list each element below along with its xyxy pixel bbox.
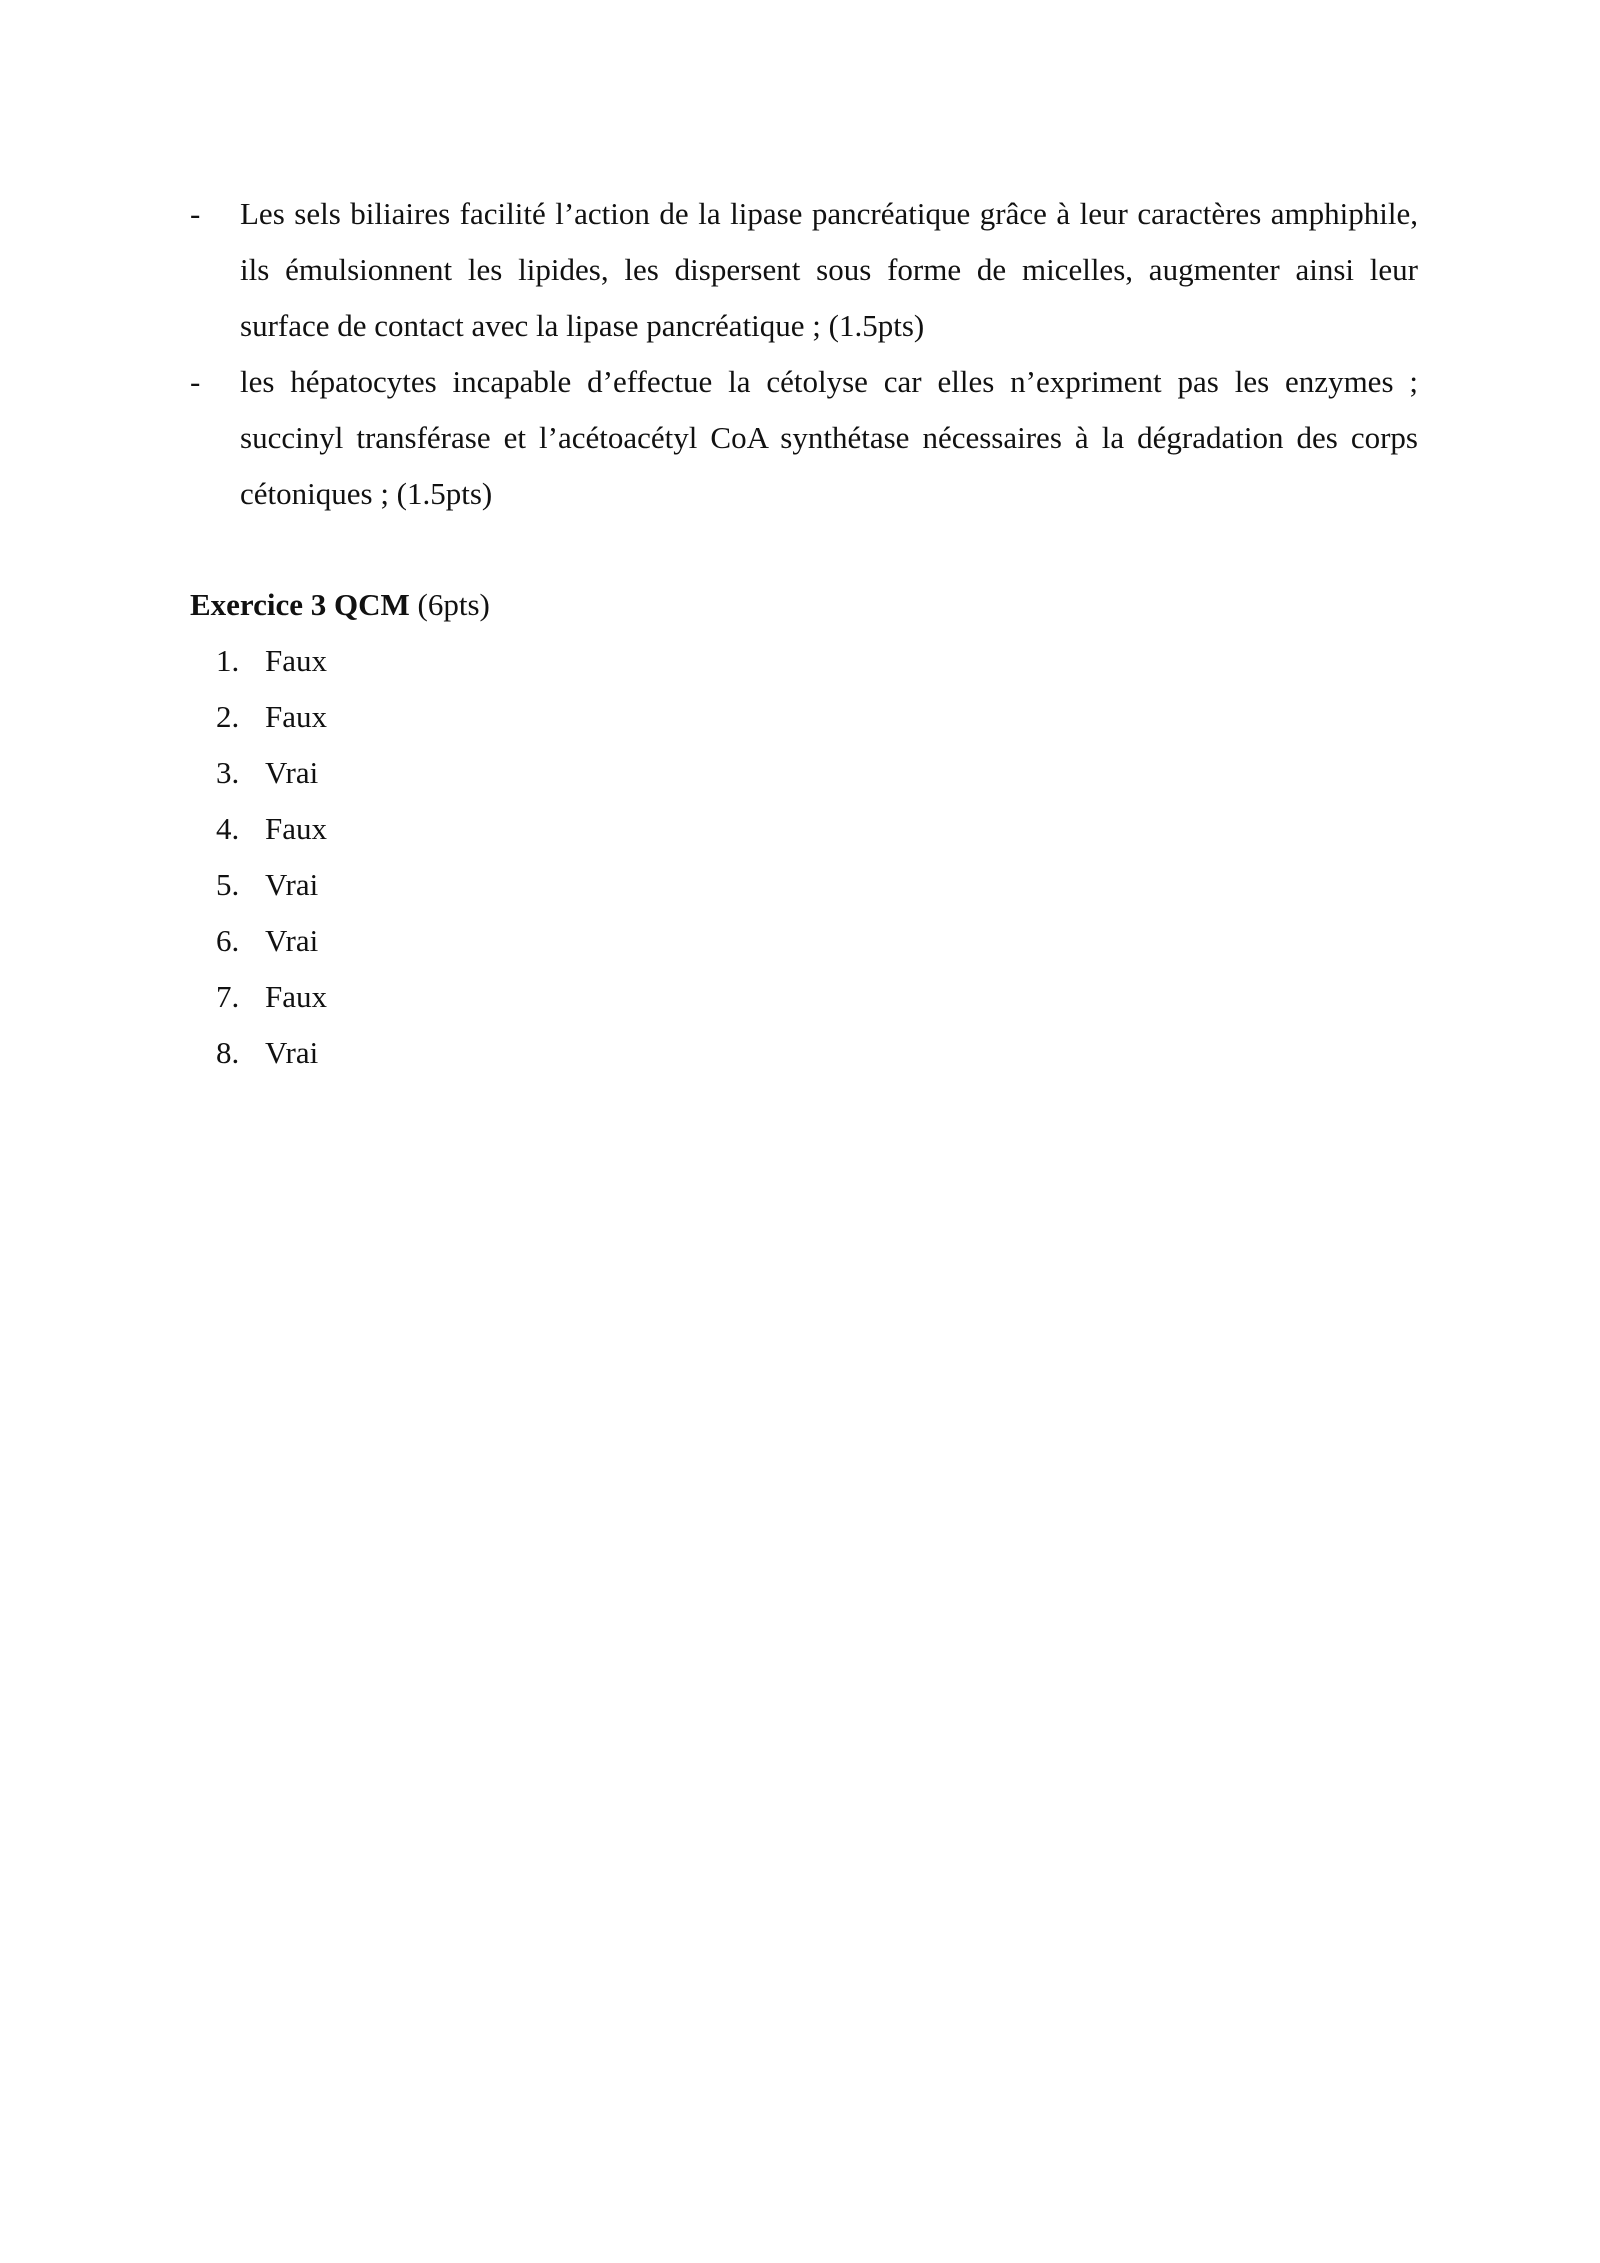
qcm-number: 1.	[216, 643, 240, 678]
qcm-item	[190, 745, 1418, 801]
qcm-answer: Vrai	[265, 1035, 319, 1070]
exercise-title: Exercice 3 QCM	[190, 587, 410, 622]
qcm-item	[190, 913, 1418, 969]
qcm-answer: Vrai	[265, 755, 319, 790]
bullet-dash: -	[190, 364, 201, 399]
qcm-item	[190, 801, 1418, 857]
qcm-answer: Faux	[265, 979, 327, 1014]
qcm-item	[190, 1025, 1418, 1081]
bullet-dash: -	[190, 196, 201, 231]
qcm-number: 8.	[216, 1035, 240, 1070]
qcm-number: 3.	[216, 755, 240, 790]
page-content	[190, 186, 1418, 1081]
qcm-answer: Vrai	[265, 923, 319, 958]
exercise-heading	[190, 577, 1418, 633]
qcm-number: 4.	[216, 811, 240, 846]
qcm-number: 7.	[216, 979, 240, 1014]
qcm-answer: Faux	[265, 699, 327, 734]
qcm-number: 6.	[216, 923, 240, 958]
answer-bullet-list	[190, 186, 1418, 522]
bullet-item-hepatocytes	[190, 354, 1418, 522]
qcm-item	[190, 689, 1418, 745]
qcm-item	[190, 633, 1418, 689]
qcm-answer: Faux	[265, 643, 327, 678]
bullet-text: les hépatocytes incapable d’effectue la cétolyse car elles n’expriment pas les enzymes ; succinyl transférase et l’acétoacétyl CoA synthétase nécessaires à la dégradation des corps cétoniques ; (1.5pts)	[240, 364, 1418, 511]
qcm-item	[190, 969, 1418, 1025]
qcm-answer: Faux	[265, 811, 327, 846]
qcm-answer-list	[190, 633, 1418, 1081]
qcm-item	[190, 857, 1418, 913]
bullet-text: Les sels biliaires facilité l’action de la lipase pancréatique grâce à leur caractères amphiphile, ils émulsionnent les lipides, les dispersent sous forme de micelles, augmenter ainsi leur surface de contact avec la lipase pancréatique ; (1.5pts)	[240, 196, 1418, 343]
bullet-item-bile-salts	[190, 186, 1418, 354]
qcm-answer: Vrai	[265, 867, 319, 902]
exercise-points: (6pts)	[409, 587, 490, 622]
qcm-number: 2.	[216, 699, 240, 734]
qcm-number: 5.	[216, 867, 240, 902]
